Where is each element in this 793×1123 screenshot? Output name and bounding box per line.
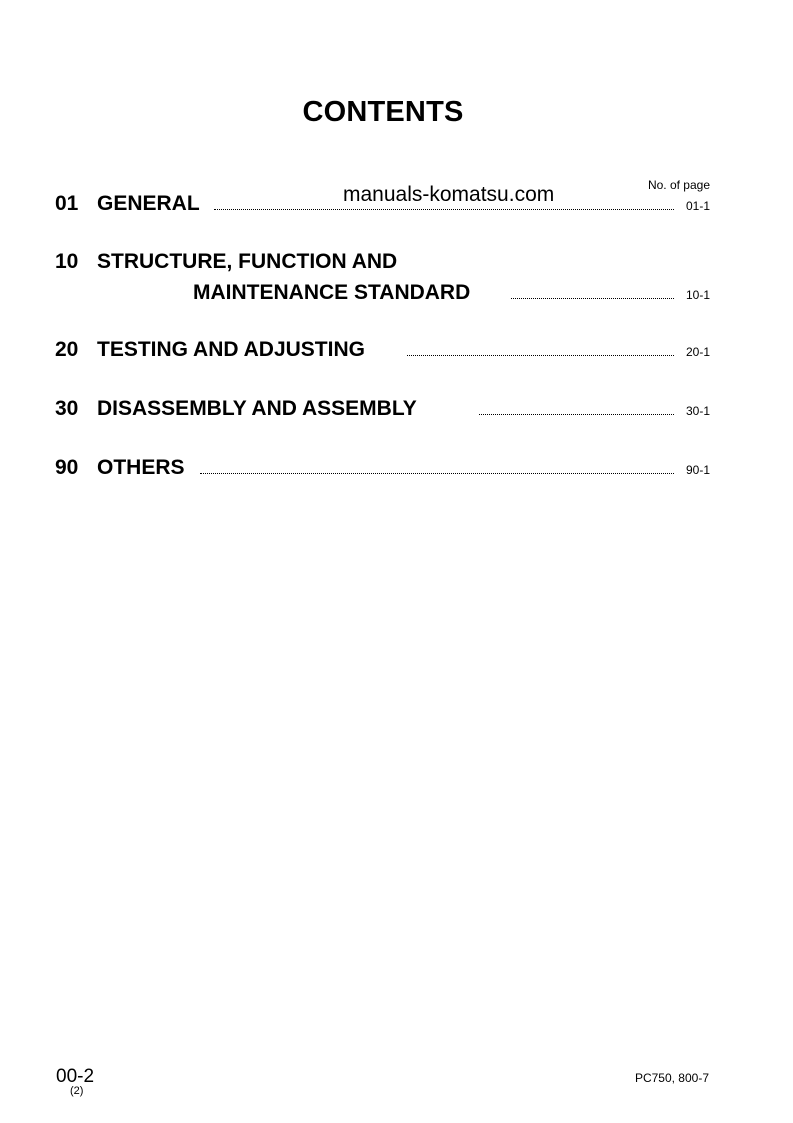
footer-page-number: 00-2 [56, 1066, 95, 1087]
toc-page-number: 20-1 [685, 345, 710, 359]
toc-page-number: 30-1 [685, 404, 710, 418]
dot-leader [479, 414, 674, 415]
dot-leader [407, 355, 674, 356]
toc-title: STRUCTURE, FUNCTION AND [97, 250, 398, 273]
page-column-header: No. of page [647, 178, 710, 192]
toc-page-number: 01-1 [685, 199, 710, 213]
toc-title: DISASSEMBLY AND ASSEMBLY [97, 397, 417, 420]
toc-number: 10 [55, 250, 79, 273]
toc-title: TESTING AND ADJUSTING [97, 338, 365, 361]
toc-entry-general[interactable] [55, 192, 710, 218]
toc-entry-testing[interactable] [55, 338, 710, 364]
toc-number: 90 [55, 456, 79, 479]
dot-leader [214, 209, 674, 210]
toc-entry-structure-line1[interactable] [55, 250, 710, 276]
toc-page-number: 90-1 [685, 463, 710, 477]
toc-title: OTHERS [97, 456, 185, 479]
toc-entry-disassembly[interactable] [55, 397, 710, 423]
dot-leader [511, 298, 674, 299]
toc-number: 01 [55, 192, 79, 215]
footer-revision: (2) [70, 1085, 84, 1097]
footer-model-name: PC750, 800-7 [634, 1071, 709, 1085]
dot-leader [200, 473, 674, 474]
toc-number: 30 [55, 397, 79, 420]
toc-title: MAINTENANCE STANDARD [193, 281, 471, 304]
toc-page-number: 10-1 [685, 288, 710, 302]
toc-entry-others[interactable] [55, 456, 710, 482]
toc-title: GENERAL [97, 192, 200, 215]
page-title: CONTENTS [302, 96, 464, 128]
toc-entry-structure-line2[interactable] [55, 281, 710, 307]
watermark-text: manuals-komatsu.com [343, 183, 555, 206]
toc-number: 20 [55, 338, 79, 361]
